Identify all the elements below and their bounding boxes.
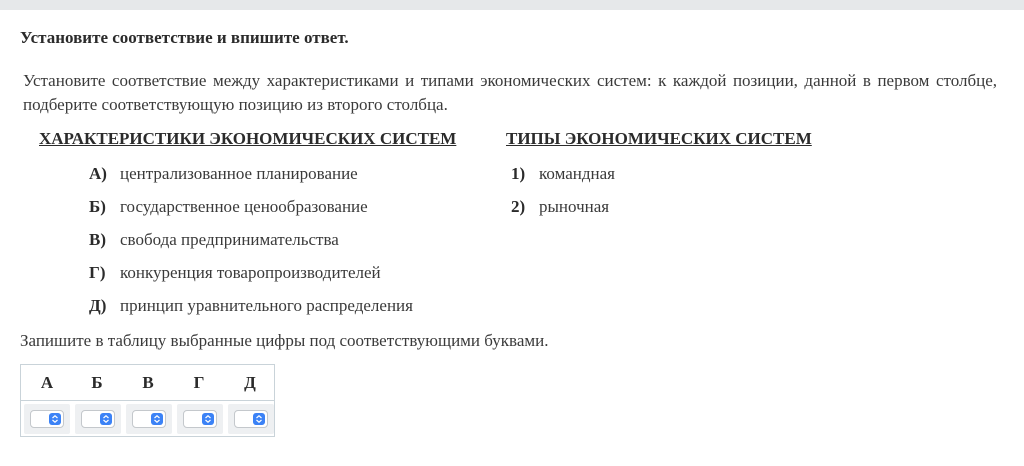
item-text: свобода предпринимательства [120, 230, 339, 249]
item-key: Б) [89, 197, 106, 216]
task-title: Установите соответствие и впишите ответ. [20, 28, 349, 47]
letter-v: В [142, 373, 154, 392]
characteristic-item-b [89, 197, 368, 217]
right-column-header: ТИПЫ ЭКОНОМИЧЕСКИХ СИСТЕМ [506, 129, 812, 148]
answer-cell-b [75, 404, 121, 434]
up-down-chevron-icon [49, 413, 61, 425]
letter-d: Д [244, 373, 256, 392]
characteristic-item-v [89, 230, 339, 250]
answer-table [20, 364, 275, 437]
item-key: А) [89, 164, 107, 183]
top-bar [0, 0, 1024, 10]
item-key: В) [89, 230, 106, 249]
characteristic-item-a [89, 164, 358, 184]
item-text: централизованное планирование [120, 164, 358, 183]
answer-cell-a [24, 404, 70, 434]
item-key: Д) [89, 296, 107, 315]
characteristic-item-d [89, 296, 413, 316]
item-key: 2) [511, 197, 526, 216]
up-down-chevron-icon [253, 413, 265, 425]
answer-select-a[interactable] [30, 410, 64, 428]
answer-select-v[interactable] [132, 410, 166, 428]
answer-cell-d [228, 404, 274, 434]
question-text: Установите соответствие между характеристиками и типами экономических систем: к каждой позиции, данной в первом столбце, подберите соответствующую позицию из второго столбца. [23, 71, 997, 114]
answer-select-b[interactable] [81, 410, 115, 428]
letter-b: Б [91, 373, 103, 392]
answer-cell-v [126, 404, 172, 434]
item-text: государственное ценообразование [120, 197, 368, 216]
answer-cell-g [177, 404, 223, 434]
item-text: командная [539, 164, 615, 183]
system-type-item-2 [511, 197, 609, 217]
answer-table-header [21, 365, 274, 401]
item-key: Г) [89, 263, 106, 282]
item-text: конкуренция товаропроизводителей [120, 263, 381, 282]
item-text: рыночная [539, 197, 610, 216]
up-down-chevron-icon [100, 413, 112, 425]
letter-g: Г [193, 373, 205, 392]
answer-select-g[interactable] [183, 410, 217, 428]
letter-a: А [40, 373, 54, 392]
item-key: 1) [511, 164, 526, 183]
characteristic-item-g [89, 263, 381, 283]
answer-select-d[interactable] [234, 410, 268, 428]
left-column-header: ХАРАКТЕРИСТИКИ ЭКОНОМИЧЕСКИХ СИСТЕМ [39, 129, 457, 148]
up-down-chevron-icon [202, 413, 214, 425]
system-type-item-1 [511, 164, 615, 184]
up-down-chevron-icon [151, 413, 163, 425]
item-text: принцип уравнительного распределения [120, 296, 413, 315]
instruction-text: Запишите в таблицу выбранные цифры под соответствующими буквами. [20, 331, 549, 350]
